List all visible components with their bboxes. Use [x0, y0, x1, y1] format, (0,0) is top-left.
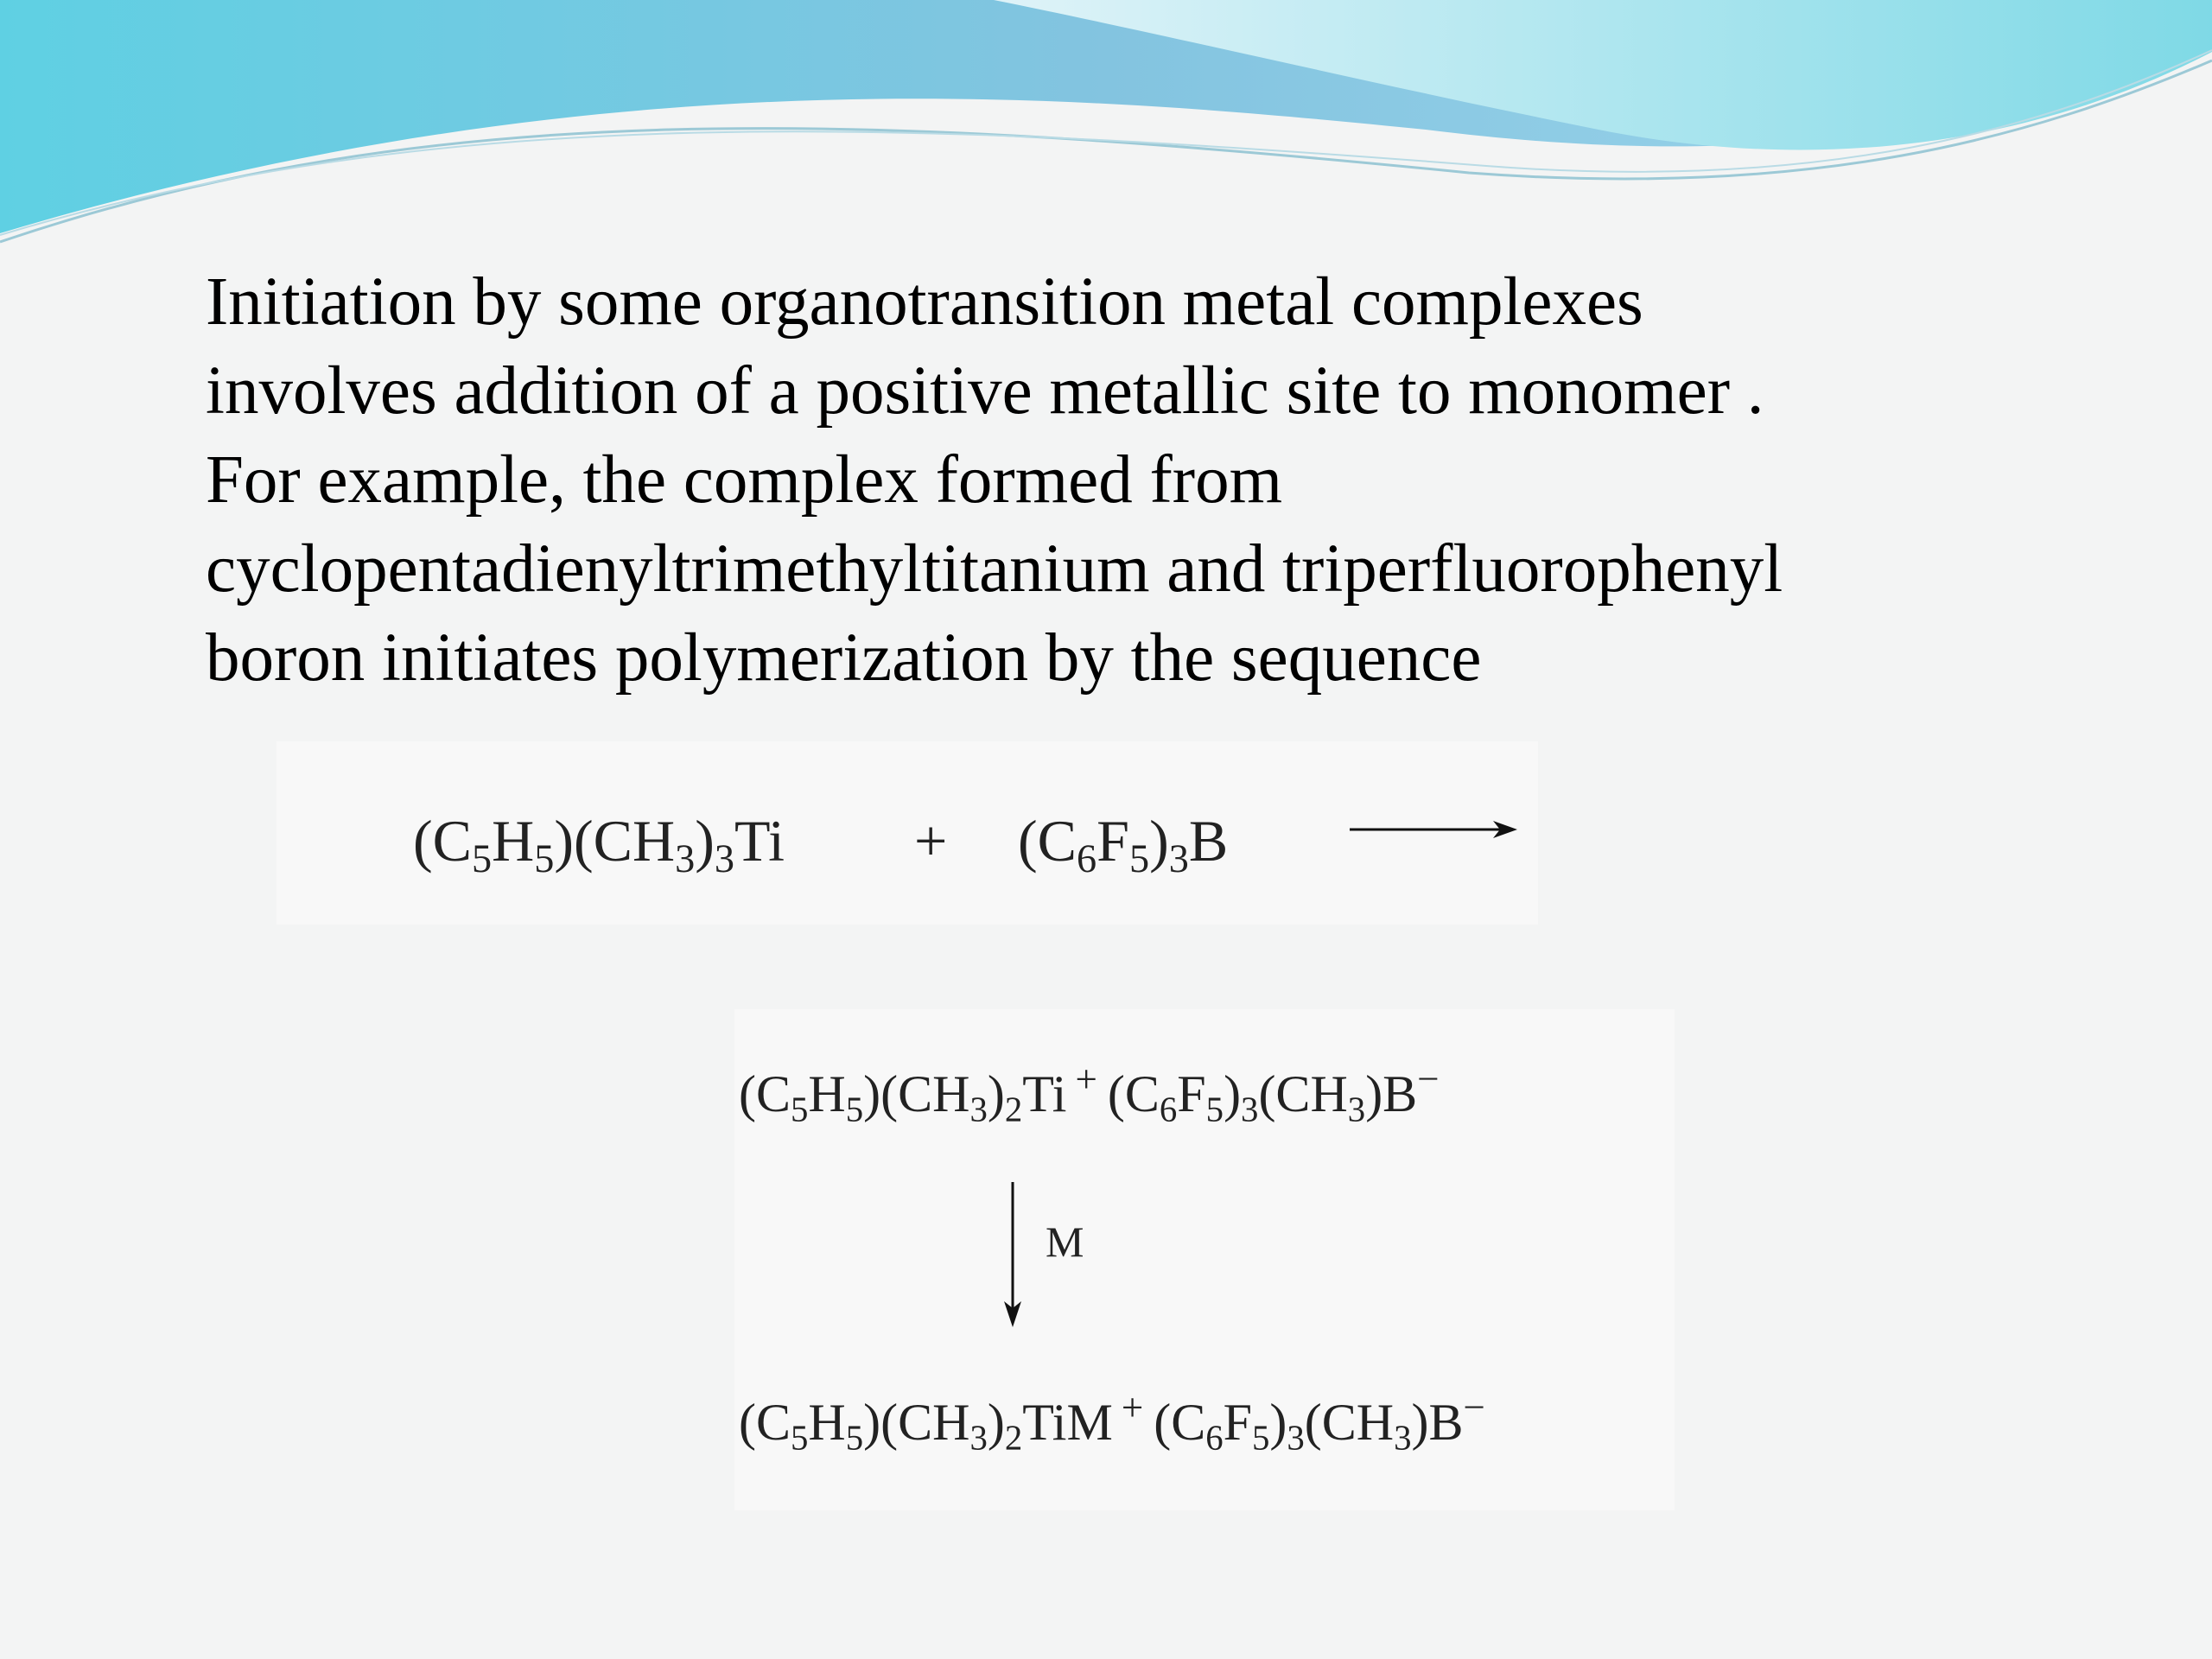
- paragraph-line: cyclopentadienyltrimethyltitanium and triperfluorophenyl: [206, 531, 1783, 607]
- monomer-label: M: [1046, 1217, 1084, 1266]
- paragraph-line: involves addition of a positive metallic site to monomer .: [206, 353, 1764, 429]
- reaction-arrow-right: [1348, 817, 1521, 842]
- reaction-arrow-down: [995, 1180, 1030, 1329]
- reactant-perfluorophenyl-boron: $(C_6F_5)_3B$: [1018, 808, 1229, 881]
- reactant-cp-trimethyl-titanium: $(C_5H_5)(CH_3)_3Ti$: [413, 808, 785, 881]
- header-wave-decoration: [0, 0, 2212, 259]
- intermediate-ion-pair: $(C_5H_5)(CH_3)_2Ti$ + $(C_6F_5)_3(CH_3)B^-$: [739, 1057, 1440, 1129]
- body-paragraph: [206, 257, 2150, 702]
- paragraph-line: Initiation by some organotransition metal complexes: [206, 264, 1643, 340]
- propagating-ion-pair: $(C_5H_5)(CH_3)_2TiM$ + $(C_6F_5)_3(CH_3)B^-$: [739, 1385, 1485, 1458]
- paragraph-line: For example, the complex formed from: [206, 442, 1283, 518]
- paragraph-line: boron initiates polymerization by the sequence: [206, 620, 1482, 696]
- plus-sign: +: [914, 808, 948, 874]
